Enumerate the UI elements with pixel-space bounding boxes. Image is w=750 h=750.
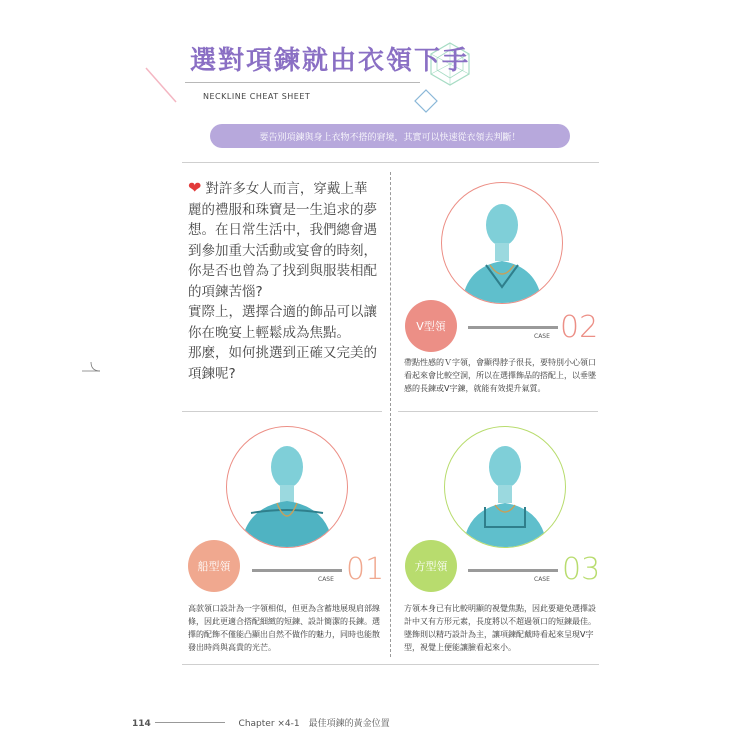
case-number: 02 — [560, 310, 599, 345]
case-underline — [468, 569, 558, 572]
v-neck-badge — [405, 300, 457, 352]
section-divider-right — [398, 411, 598, 412]
page-subtitle: NECKLINE CHEAT SHEET — [203, 92, 311, 101]
intro-line: 對許多女人而言，穿戴上華 — [205, 181, 368, 197]
section-divider-bottom — [182, 664, 599, 665]
case-description: 高款領口設計為一字領相似，但更為含蓄地展現肩部線條，因此更適合搭配細緻的短鍊、設計簡潔的長鍊。選擇的配飾不僅能凸顯出自然不做作的魅力，同時也能散發出時尚與高貴的光芒。 — [188, 604, 380, 652]
section-divider-left — [182, 411, 382, 412]
case-underline — [252, 569, 342, 572]
square-neck-badge — [405, 540, 457, 592]
intro-line: 你是否也曾為了找到與服裝相配 — [188, 263, 377, 279]
intro-line: 你在晚宴上輕鬆成為焦點。 — [188, 324, 350, 341]
mannequin-square-neck-image — [445, 427, 565, 547]
case-label: CASE — [318, 576, 334, 583]
intro-line: 到參加重大活動或宴會的時刻， — [188, 242, 377, 259]
intro-line: 想。在日常生活中，我們總會遇 — [188, 222, 377, 238]
page-title: 選對項鍊就由衣領下手 — [190, 46, 471, 76]
boat-neck-illustration — [226, 426, 348, 548]
mannequin-v-neck-image — [442, 183, 562, 303]
boat-neck-badge — [188, 540, 240, 592]
intro-line: 項鍊呢? — [188, 365, 236, 382]
intro-line: 麗的禮服和珠寶是一生追求的夢 — [188, 201, 377, 218]
badge-label: 方型領 — [414, 560, 448, 573]
square-neck-illustration — [444, 426, 566, 548]
chapter-label: Chapter ×4-1 最佳項鍊的黃金位置 — [238, 719, 390, 729]
case-underline — [468, 326, 558, 329]
heart-icon: ❤ — [188, 178, 202, 197]
case-description: 方領本身已有比較明顯的視覺焦點，因此要避免選擇設計中又有方形元素，長度將以不超過領口的短鍊最佳。墜飾則以精巧設計為主，讓項鍊配戴時看起來呈現V字型，視覺上便能讓臉看起來小。 — [404, 604, 596, 652]
crop-mark — [82, 362, 100, 380]
page-number: 114 — [132, 719, 151, 729]
banner-divider — [182, 162, 599, 163]
column-divider — [390, 172, 391, 657]
case-description: 帶點性感的Ｖ字領，會顯得脖子很長，要特別小心領口看起來會比較空洞，所以在選擇飾品的搭配上，以垂墜感的長鍊或V字鍊，就能有效提升氣質。 — [404, 358, 596, 393]
footer-divider — [155, 722, 225, 723]
mannequin-boat-neck-image — [227, 427, 347, 547]
case-number: 03 — [562, 552, 601, 587]
badge-label: V型領 — [416, 320, 446, 333]
banner-text: 要告別項鍊與身上衣物不搭的窘境，其實可以快速從衣領去判斷！ — [259, 132, 521, 143]
intro-paragraph — [188, 178, 386, 384]
pink-slash-decoration — [140, 62, 180, 107]
case-label: CASE — [534, 576, 550, 583]
badge-label: 船型領 — [197, 560, 231, 573]
v-neck-illustration — [441, 182, 563, 304]
intro-line: 的項鍊苦惱? — [188, 283, 263, 300]
diamond-outline-icon — [413, 88, 439, 114]
intro-banner — [210, 124, 570, 148]
intro-line: 實際上，選擇合適的飾品可以讓 — [188, 304, 377, 320]
title-divider — [185, 82, 420, 83]
intro-line: 那麼，如何挑選到正確又完美的 — [188, 345, 377, 361]
case-number: 01 — [346, 552, 385, 587]
case-label: CASE — [534, 333, 550, 340]
